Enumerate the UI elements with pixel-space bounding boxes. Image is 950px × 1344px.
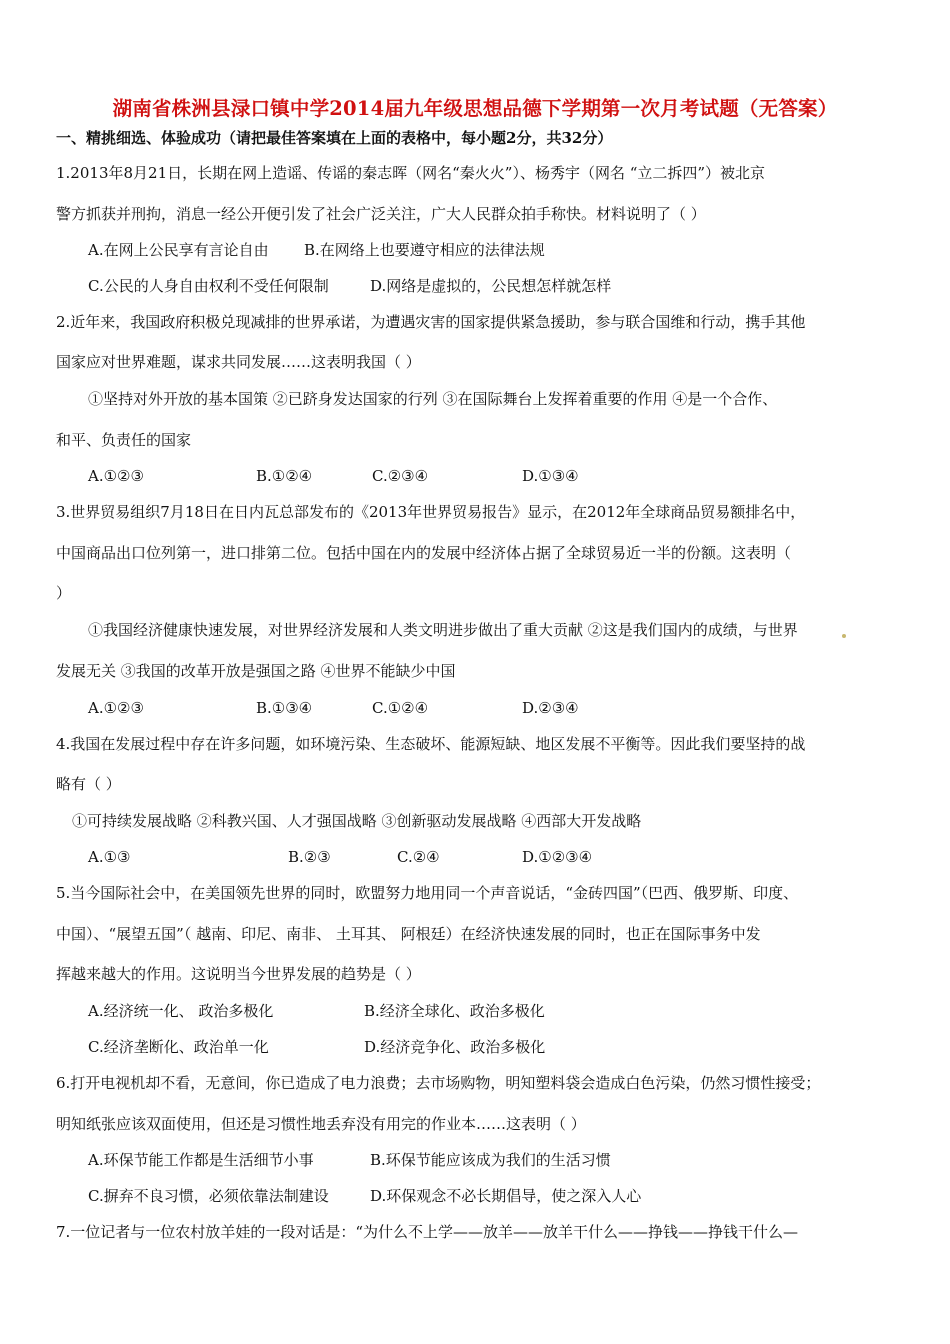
q4-stem-line2: 略有（ ） [56, 775, 121, 793]
q6-stem-line1: 6.打开电视机却不看，无意间，你已造成了电力浪费；去市场购物，明知塑料袋会造成白色污染，仍然习惯性接受； [56, 1074, 821, 1092]
q2-option-a: A.①②③ [88, 467, 144, 485]
q6-option-a: A.环保节能工作都是生活细节小事 [88, 1151, 314, 1169]
q5-stem-line2: 中国）、“展望五国”（ 越南、印尼、南非、 土耳其、 阿根廷）在经济快速发展的同时，也正在国际事务中发 [56, 925, 761, 943]
q2-option-b: B.①②④ [256, 467, 313, 485]
exam-title: 湖南省株洲县渌口镇中学2014届九年级思想品德下学期第一次月考试题（无答案） [112, 97, 838, 120]
q1-option-c: C.公民的人身自由权利不受任何限制 [88, 277, 329, 295]
q2-option-d: D.①③④ [522, 467, 579, 485]
q3-option-d: D.②③④ [522, 699, 579, 717]
q5-option-b: B.经济全球化、政治多极化 [364, 1002, 545, 1020]
q4-statements-line1: ①可持续发展战略 ②科教兴国、人才强国战略 ③创新驱动发展战略 ④西部大开发战略 [72, 812, 642, 830]
q2-statements-line2: 和平、负责任的国家 [56, 431, 192, 449]
q6-stem-line2: 明知纸张应该双面使用，但还是习惯性地丢弃没有用完的作业本……这表明（ ） [56, 1115, 586, 1133]
speck-mark [842, 634, 846, 638]
q6-option-b: B.环保节能应该成为我们的生活习惯 [370, 1151, 611, 1169]
q3-option-b: B.①③④ [256, 699, 313, 717]
q1-stem-line2: 警方抓获并刑拘，消息一经公开便引发了社会广泛关注，广大人民群众拍手称快。材料说明了（ ） [56, 205, 706, 223]
q1-stem-line1: 1.2013年8月21日，长期在网上造谣、传谣的秦志晖（网名“秦火火”）、杨秀宇（网名 “立二拆四”）被北京 [56, 164, 766, 182]
q4-option-c: C.②④ [397, 848, 440, 866]
q1-option-a: A.在网上公民享有言论自由 [88, 241, 269, 259]
q4-option-b: B.②③ [288, 848, 331, 866]
q3-stem-line1: 3.世界贸易组织7月18日在日内瓦总部发布的《2013年世界贸易报告》显示，在2012年全球商品贸易额排名中， [56, 503, 806, 521]
q5-stem-line1: 5.当今国际社会中，在美国领先世界的同时，欧盟努力地用同一个声音说话，“金砖四国”（巴西、俄罗斯、印度、 [56, 884, 799, 902]
q3-stem-line2: 中国商品出口位列第一，进口排第二位。包括中国在内的发展中经济体占据了全球贸易近一半的份额。这表明（ [56, 544, 792, 562]
q2-option-c: C.②③④ [372, 467, 429, 485]
q7-stem-line1: 7.一位记者与一位农村放羊娃的一段对话是：“为什么不上学——放羊——放羊干什么——挣钱——挣钱干什么— [56, 1223, 798, 1241]
q4-option-a: A.①③ [88, 848, 131, 866]
q6-option-c: C.摒弃不良习惯，必须依靠法制建设 [88, 1187, 329, 1205]
q1-option-b: B.在网络上也要遵守相应的法律法规 [304, 241, 545, 259]
section-heading: 一、精挑细选、体验成功（请把最佳答案填在上面的表格中，每小题2分，共32分） [56, 129, 613, 147]
q2-statements-line1: ①坚持对外开放的基本国策 ②已跻身发达国家的行列 ③在国际舞台上发挥着重要的作用 ④是一个合作、 [88, 390, 778, 408]
q4-option-d: D.①②③④ [522, 848, 593, 866]
q1-option-d: D.网络是虚拟的，公民想怎样就怎样 [370, 277, 612, 295]
q3-stem-line3: ） [56, 584, 72, 602]
q5-option-a: A.经济统一化、 政治多极化 [88, 1002, 274, 1020]
q5-option-c: C.经济垄断化、政治单一化 [88, 1038, 269, 1056]
q5-option-d: D.经济竞争化、政治多极化 [364, 1038, 546, 1056]
q3-statements-line1: ①我国经济健康快速发展，对世界经济发展和人类文明进步做出了重大贡献 ②这是我们国内的成绩，与世界 [88, 621, 798, 639]
q4-stem-line1: 4.我国在发展过程中存在许多问题，如环境污染、生态破坏、能源短缺、地区发展不平衡等。因此我们要坚持的战 [56, 735, 806, 753]
q3-statements-line2: 发展无关 ③我国的改革开放是强国之路 ④世界不能缺少中国 [56, 662, 456, 680]
q2-stem-line2: 国家应对世界难题，谋求共同发展……这表明我国（ ） [56, 353, 421, 371]
q3-option-a: A.①②③ [88, 699, 144, 717]
q5-stem-line3: 挥越来越大的作用。这说明当今世界发展的趋势是（ ） [56, 965, 421, 983]
q6-option-d: D.环保观念不必长期倡导，使之深入人心 [370, 1187, 642, 1205]
q3-option-c: C.①②④ [372, 699, 429, 717]
q2-stem-line1: 2.近年来，我国政府积极兑现减排的世界承诺，为遭遇灾害的国家提供紧急援助，参与联合国维和行动，携手其他 [56, 313, 806, 331]
